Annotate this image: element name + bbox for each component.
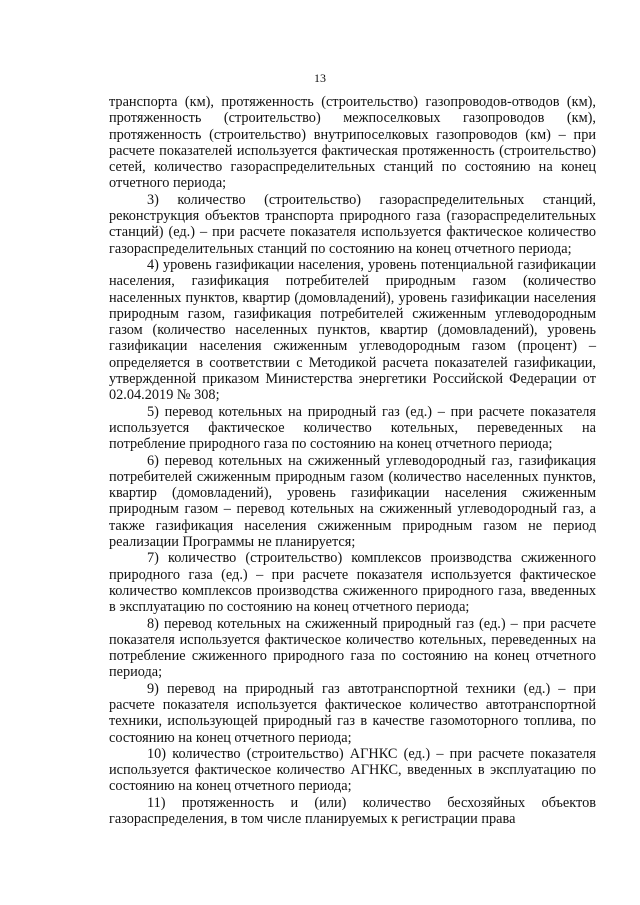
document-body (109, 94, 596, 827)
paragraph-item-7: 7) количество (строительство) комплексов производства сжиженного природного газа (ед.) – при расчете показателя используется фактическое количество комплексов производства сжиженного природного газа, введенных в эксплуатацию по состоянию на конец отчетного периода; (109, 550, 596, 616)
page-number: 13 (314, 71, 326, 85)
paragraph-item-8: 8) перевод котельных на сжиженный природный газ (ед.) – при расчете показателя используется фактическое количество котельных, переведенных на потребление сжиженного природного газа по состоянию на конец отчетного периода; (109, 615, 596, 681)
paragraph-item-6: 6) перевод котельных на сжиженный углеводородный газ, газификация потребителей сжиженным природным газом (количество населенных пунктов, квартир (домовладений), уровень газификации населения сжиженным природным газом – перевод котельных на сжиженный углеводородный газ, а также газификация населения сжиженным природным газом не период реализации Программы не планируется; (109, 452, 596, 551)
paragraph-item-5: 5) перевод котельных на природный газ (ед.) – при расчете показателя используется фактическое количество котельных, переведенных на потребление природного газа по состоянию на конец отчетного периода; (109, 403, 596, 453)
paragraph-item-11: 11) протяженность и (или) количество бесхозяйных объектов газораспределения, в том числе планируемых к регистрации права (109, 794, 596, 828)
paragraph-item-4: 4) уровень газификации населения, уровень потенциальной газификации населения, газификация потребителей природным газом (количество населенных пунктов, квартир (домовладений), уровень газификации населения природным газом, газификация потребителей сжиженным углеводородным газом (количество населенных пунктов, квартир (домовладений), уровень газификации населения сжиженным углеводородным газом (процент) – определяется в соответствии с Методикой расчета показателей газификации, утвержденной приказом Министерства энергетики Российской Федерации от 02.04.2019 № 308; (109, 256, 596, 404)
paragraph-continuation: транспорта (км), протяженность (строительство) газопроводов-отводов (км), протяженность (строительство) межпоселковых газопроводов (км), протяженность (строительство) внутрипоселковых газопроводов (км) – при расчете показателей используется фактическая протяженность (строительство) сетей, количество газораспределительных станций по состоянию на конец отчетного периода; (109, 94, 596, 192)
paragraph-item-3: 3) количество (строительство) газораспределительных станций, реконструкция объектов транспорта природного газа (газораспределительных станций) (ед.) – при расчете показателя используется фактическое количество газораспределительных станций по состоянию на конец отчетного периода; (109, 191, 596, 257)
paragraph-item-9: 9) перевод на природный газ автотранспортной техники (ед.) – при расчете показателя используется фактическое количество автотранспортной техники, использующей природный газ в качестве газомоторного топлива, по состоянию на конец отчетного периода; (109, 680, 596, 746)
paragraph-item-10: 10) количество (строительство) АГНКС (ед.) – при расчете показателя используется фактическое количество АГНКС, введенных в эксплуатацию по состоянию на конец отчетного периода; (109, 745, 596, 795)
